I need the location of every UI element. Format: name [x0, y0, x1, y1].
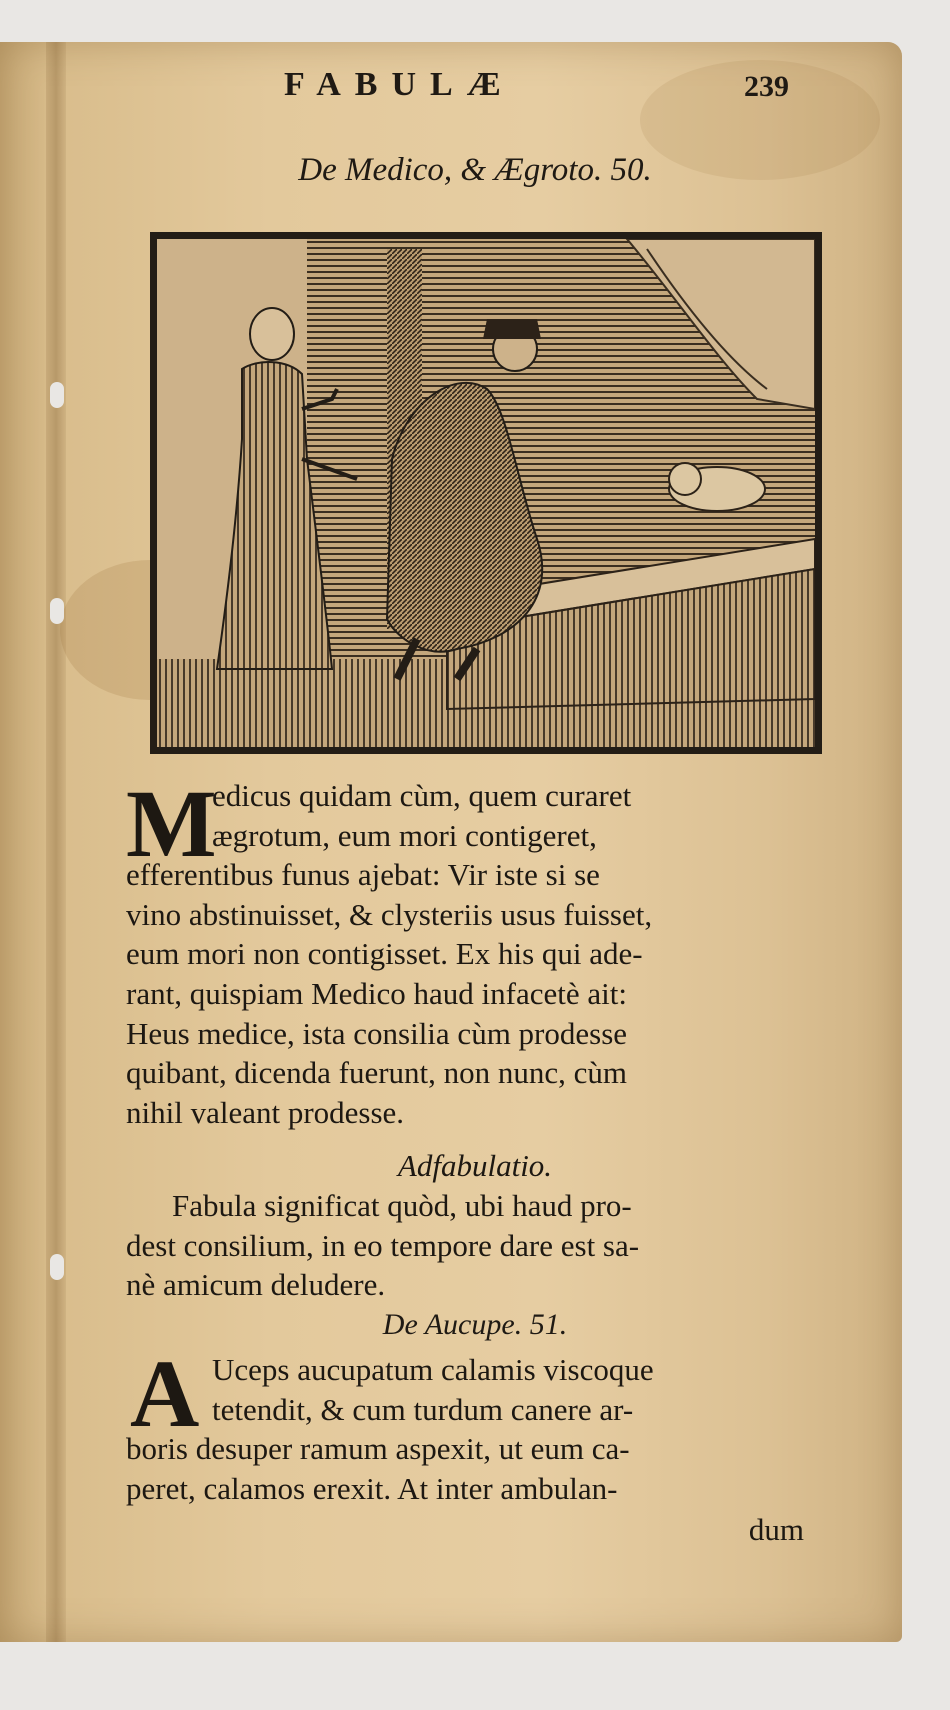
text-line: peret, calamos erexit. At inter ambulan-: [126, 1470, 618, 1506]
text-line: nè amicum deludere.: [126, 1267, 386, 1303]
binding-hole: [50, 1254, 64, 1280]
catchword: dum: [748, 1512, 804, 1547]
text-line: edicus quidam cùm, quem curaret: [212, 778, 632, 813]
woodcut-illustration: [150, 232, 822, 754]
text-line: nihil valeant prodesse.: [126, 1094, 405, 1130]
text-line: dest consilium, in eo tempore dare est sa-: [126, 1227, 640, 1263]
page-number: 239: [744, 70, 789, 103]
binding-hole: [50, 382, 64, 408]
text-line: tetendit, & cum turdum canere ar-: [212, 1391, 634, 1427]
binding-hole: [50, 598, 64, 624]
moral-heading: Adfabulatio.: [397, 1148, 553, 1183]
text-line: vino abstinuisset, & clysteriis usus fuisset,: [126, 896, 653, 932]
drop-cap-a: A: [130, 1340, 200, 1447]
moral-text: [126, 1186, 848, 1305]
text-line: Uceps aucupatum calamis viscoque: [212, 1352, 654, 1387]
running-head: FABULÆ: [284, 66, 515, 103]
text-line: efferentibus funus ajebat: Vir iste si se: [126, 857, 600, 893]
binding-gutter: [46, 42, 66, 1642]
drop-cap-m: M: [126, 770, 217, 877]
text-line: rant, quispiam Medico haud infacetè ait:: [126, 975, 627, 1011]
text-line: eum mori non contigisset. Ex his qui ade-: [126, 936, 643, 972]
woodcut-doctor-patient-image: [157, 239, 815, 747]
fable-51-text: [126, 1350, 848, 1508]
fable-50-text: [126, 770, 848, 1132]
fable-50-title: De Medico, & Ægroto. 50.: [298, 152, 652, 188]
text-line: boris desuper ramum aspexit, ut eum ca-: [126, 1431, 630, 1467]
text-line: ægrotum, eum mori contigeret,: [212, 817, 597, 853]
text-line: quibant, dicenda fuerunt, non nunc, cùm: [126, 1055, 628, 1091]
text-line: Fabula significat quòd, ubi haud pro-: [172, 1188, 632, 1223]
text-line: Heus medice, ista consilia cùm prodesse: [126, 1015, 628, 1051]
fable-51-title: De Aucupe. 51.: [382, 1308, 568, 1341]
